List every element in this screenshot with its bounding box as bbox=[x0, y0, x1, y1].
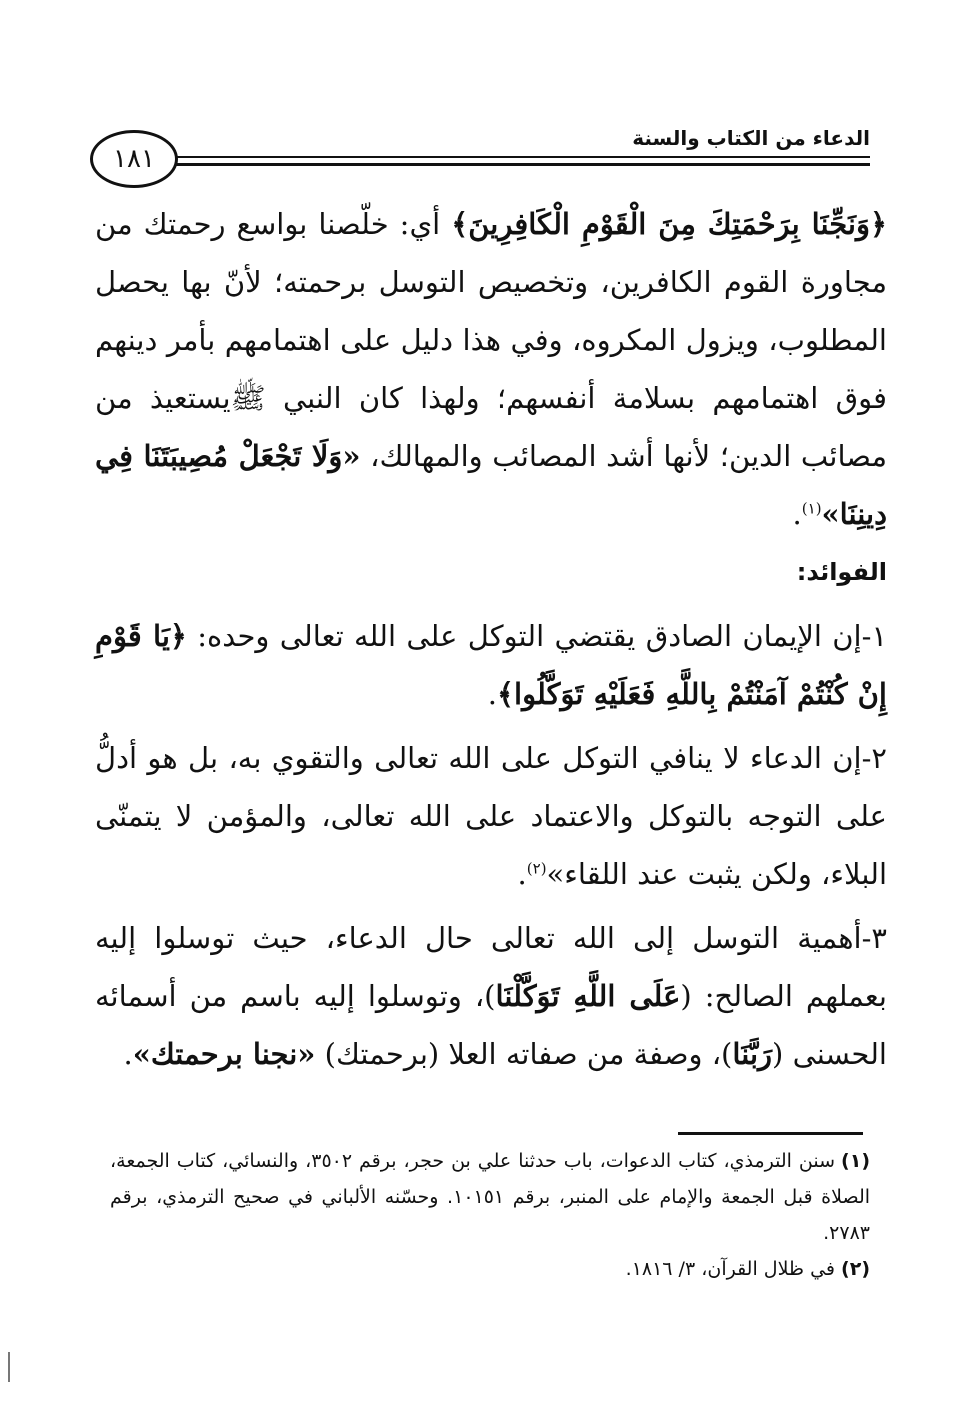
item-number: ٣- bbox=[861, 921, 887, 955]
header-rule-thin bbox=[170, 156, 870, 158]
item-end: . bbox=[123, 1037, 133, 1071]
hadith-quote: «نجنا برحمتك» bbox=[132, 1037, 316, 1071]
quran-phrase: عَلَى اللَّهِ تَوَكَّلْنَا bbox=[495, 979, 681, 1013]
item-text: إن الدعاء لا ينافي التوكل على الله تعالى والتقوي به، بل هو أدلُّ على التوجه بالتوكل والاعتماد على الله تعالى، والمؤمن لا يتمنّى البلاء، ولكن يثبت عند اللقاء» bbox=[95, 741, 887, 891]
intro-text: أي: خلّصنا بواسع رحمتك من مجاورة القوم الكافرين، وتخصيص التوسل برحمته؛ لأنّ بها يحصل المطلوب، ويزول المكروه، وفي هذا دليل على اهتمامهم بأمر دينهم فوق اهتمامهم بسلامة أنفسهم؛ ولهذا كان النبي ﷺيستعيذ من مصائب الدين؛ لأنها أشد المصائب والمهالك، bbox=[95, 207, 887, 473]
item-end: . bbox=[487, 677, 498, 711]
intro-paragraph bbox=[95, 195, 887, 543]
footnote-2 bbox=[110, 1251, 870, 1287]
hadith-quote: «وَلَا تَجْعَلْ مُصِيبَتَنَا فِي دِينِنَا» bbox=[95, 439, 887, 531]
benefit-item-3 bbox=[95, 909, 887, 1083]
item-number: ١- bbox=[861, 619, 888, 653]
footnote-ref-1[interactable]: (١) bbox=[801, 499, 822, 518]
footnote-marker: (١) bbox=[841, 1150, 870, 1172]
quran-phrase: رَبَّنَا bbox=[732, 1037, 773, 1071]
item-text: )، وصفة من صفاته العلا (برحمتك) bbox=[315, 1037, 733, 1071]
header-rule-thick bbox=[170, 163, 870, 166]
benefits-heading: الفوائد: bbox=[796, 558, 887, 586]
running-title: الدعاء من الكتاب والسنة bbox=[632, 126, 870, 150]
footnote-marker: (٢) bbox=[841, 1258, 870, 1280]
quran-verse: ﴿وَنَجِّنَا بِرَحْمَتِكَ مِنَ الْقَوْمِ الْكَافِرِينَ﴾ bbox=[451, 207, 887, 241]
quran-verse: ﴿يَا قَوْمِ إِنْ كُنْتُمْ آمَنْتُمْ بِاللَّهِ فَعَلَيْهِ تَوَكَّلُوا﴾ bbox=[95, 619, 887, 711]
page-number-oval bbox=[90, 130, 178, 188]
body-text bbox=[95, 195, 887, 1083]
footnote-text: سنن الترمذي، كتاب الدعوات، باب حدثنا علي بن حجر، برقم ٣٥٠٢، والنسائي، كتاب الجمعة، الصلاة قبل الجمعة والإمام على المنبر، برقم ١٠١٥١. وحسّنه الألباني في صحيح الترمذي، برقم ٢٧٨٣. bbox=[110, 1150, 871, 1244]
benefit-item-2 bbox=[95, 729, 887, 903]
intro-end: . bbox=[792, 497, 802, 531]
item-text: أهمية التوسل إلى الله تعالى حال الدعاء، حيث توسلوا إليه بعملهم الصالح: ( bbox=[95, 921, 887, 1013]
page-number: ١٨١ bbox=[113, 144, 155, 174]
item-text: إن الإيمان الصادق يقتضي التوكل على الله تعالى وحده: bbox=[186, 619, 862, 653]
footnotes bbox=[110, 1143, 870, 1287]
page-header bbox=[90, 118, 870, 188]
footnote-separator bbox=[678, 1132, 863, 1135]
footnote-ref-2[interactable]: (٢) bbox=[526, 859, 547, 878]
item-end: . bbox=[517, 857, 527, 891]
benefit-item-1 bbox=[95, 607, 887, 723]
scan-edge-mark bbox=[8, 1352, 10, 1382]
item-number: ٢- bbox=[861, 741, 887, 775]
item-text: )، وتوسلوا إليه باسم من أسمائه الحسنى ( bbox=[95, 979, 887, 1071]
footnote-text: في ظلال القرآن، ٣/ ١٨١٦. bbox=[625, 1258, 836, 1280]
footnote-1 bbox=[110, 1143, 870, 1251]
